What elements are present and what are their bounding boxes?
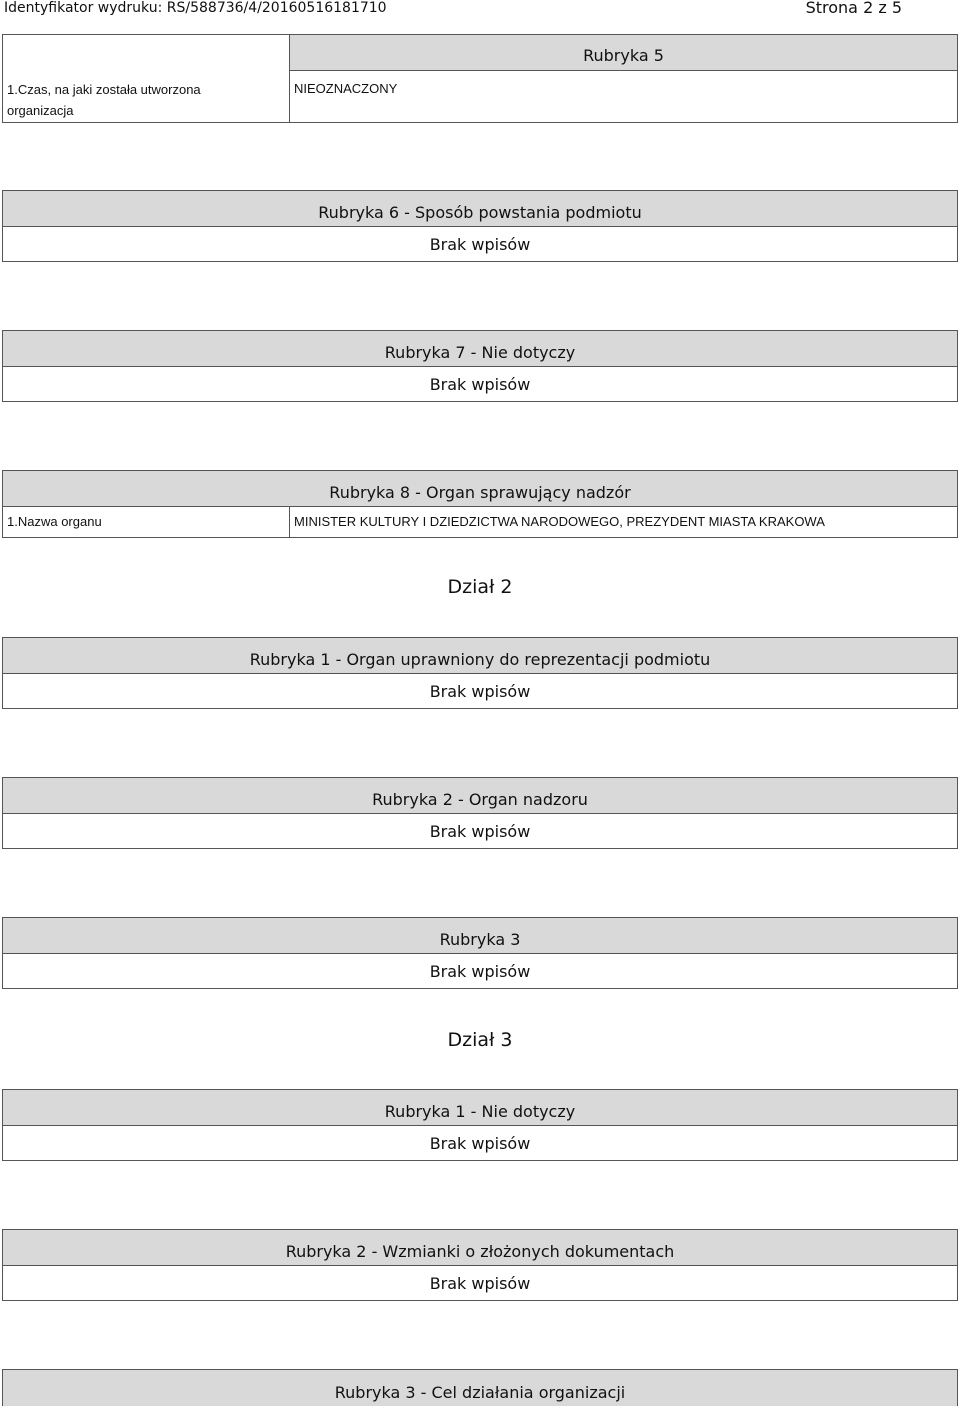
rubryka-5-label-line1: 1.Czas, na jaki została utworzona <box>7 82 201 97</box>
dzial-3-rubryka-2-title: Rubryka 2 - Wzmianki o złożonych dokumentach <box>3 1230 957 1266</box>
dzial-3-rubryka-3-box <box>2 1369 958 1406</box>
page-number: Strona 2 z 5 <box>805 0 902 17</box>
dzial-2-rubryka-1-box <box>2 637 958 709</box>
rubryka-5-title: Rubryka 5 <box>290 35 957 71</box>
dzial-3-rubryka-2-box <box>2 1229 958 1301</box>
dzial-2-rubryka-2-title: Rubryka 2 - Organ nadzoru <box>3 778 957 814</box>
rubryka-8-box <box>2 470 958 538</box>
rubryka-8-label: 1.Nazwa organu <box>3 507 290 537</box>
dzial-2-title: Dział 2 <box>447 576 513 598</box>
rubryka-8-title: Rubryka 8 - Organ sprawujący nadzór <box>3 471 957 507</box>
dzial-2-rubryka-2-empty: Brak wpisów <box>429 821 531 841</box>
dzial-3-rubryka-1-box <box>2 1089 958 1161</box>
rubryka-6-box <box>2 190 958 262</box>
dzial-2-rubryka-3-box <box>2 917 958 989</box>
rubryka-6-title: Rubryka 6 - Sposób powstania podmiotu <box>3 191 957 227</box>
dzial-3-rubryka-3-title: Rubryka 3 - Cel działania organizacji <box>3 1370 957 1406</box>
rubryka-6-empty: Brak wpisów <box>429 234 531 254</box>
dzial-2-rubryka-1-title: Rubryka 1 - Organ uprawniony do reprezentacji podmiotu <box>3 638 957 674</box>
rubryka-7-title: Rubryka 7 - Nie dotyczy <box>3 331 957 367</box>
rubryka-8-value: MINISTER KULTURY I DZIEDZICTWA NARODOWEGO, PREZYDENT MIASTA KRAKOWA <box>294 514 825 529</box>
rubryka-5-label-line2: organizacja <box>7 103 74 118</box>
dzial-2-rubryka-1-empty: Brak wpisów <box>429 681 531 701</box>
dzial-2-rubryka-3-empty: Brak wpisów <box>429 961 531 981</box>
dzial-2-rubryka-2-box <box>2 777 958 849</box>
print-identifier: Identyfikator wydruku: RS/588736/4/20160516181710 <box>4 0 387 16</box>
rubryka-5-right <box>290 35 957 122</box>
dzial-3-rubryka-1-title: Rubryka 1 - Nie dotyczy <box>3 1090 957 1126</box>
rubryka-7-empty: Brak wpisów <box>429 374 531 394</box>
dzial-3-title: Dział 3 <box>447 1029 513 1051</box>
dzial-3-rubryka-2-empty: Brak wpisów <box>429 1273 531 1293</box>
dzial-3-rubryka-1-empty: Brak wpisów <box>429 1133 531 1153</box>
dzial-2-rubryka-3-title: Rubryka 3 <box>3 918 957 954</box>
rubryka-5-value: NIEOZNACZONY <box>294 81 398 96</box>
rubryka-7-box <box>2 330 958 402</box>
rubryka-5-box <box>2 34 958 123</box>
rubryka-5-label-cell <box>3 35 290 122</box>
